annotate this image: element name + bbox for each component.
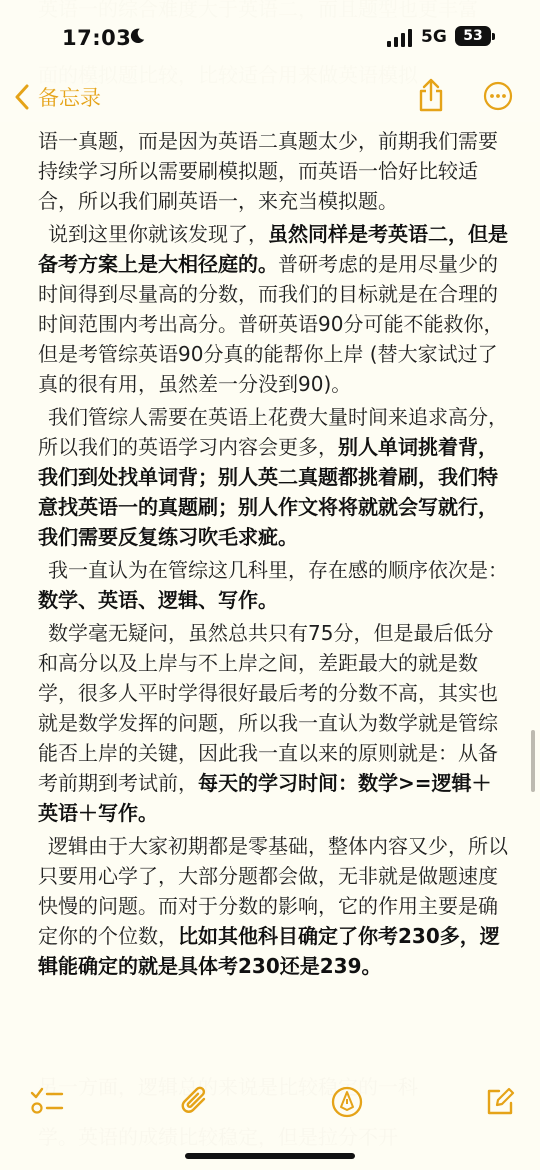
back-button[interactable] — [14, 82, 101, 112]
compose-button[interactable] — [484, 1086, 516, 1122]
nav-bar — [0, 72, 540, 122]
paragraph: 我一直认为在管综这几科里，存在感的顺序依次是：数学、英语、逻辑、写作。 — [38, 558, 508, 612]
bold-text: 虽然同样是考英语二，但是备考方案上是大相径庭的。 — [38, 222, 508, 276]
paragraph: 我们管综人需要在英语上花费大量时间来追求高分，所以我们的英语学习内容会更多，别人单词挑着背，我们到处找单词背；别人英二真题都挑着刷，我们特意找英语一的真题刷；别人作文将将就就会写就行，我们需要反复练习吹毛求疵。 — [38, 405, 508, 549]
share-button[interactable] — [418, 78, 444, 116]
network-type: 5G — [421, 27, 447, 47]
pen-circle-icon — [331, 1086, 363, 1118]
note-body[interactable] — [38, 126, 508, 984]
markup-button[interactable] — [331, 1086, 363, 1122]
status-time: 17:03 — [62, 26, 132, 50]
moon-icon — [128, 27, 146, 45]
battery-icon: 53 — [455, 26, 491, 46]
status-bar — [0, 0, 540, 72]
bold-text: 数学、英语、逻辑、写作。 — [38, 588, 278, 612]
scrollbar[interactable] — [531, 730, 535, 792]
more-button[interactable] — [483, 81, 513, 115]
paragraph: 逻辑由于大家初期都是零基础，整体内容又少，所以只要用心学了，大部分题都会做，无非就是做题速度快慢的问题。而对于分数的影响，它的作用主要是确定你的个位数，比如其他科目确定了你考230多，逻辑能确定的就是具体考230还是239。 — [38, 834, 508, 978]
attachment-button[interactable] — [180, 1086, 210, 1122]
ellipsis-circle-icon — [483, 81, 513, 111]
paragraph: 语一真题，而是因为英语二真题太少，前期我们需要持续学习所以需要刷模拟题，而英语一恰好比较适合，所以我们刷英语一，来充当模拟题。 — [38, 129, 498, 213]
chevron-left-icon — [14, 84, 30, 110]
paragraph: 说到这里你就该发现了，虽然同样是考英语二，但是备考方案上是大相径庭的。普研考虑的是用尽量少的时间得到尽量高的分数，而我们的目标就是在合理的时间范围内考出高分。普研英语90分可能不能救你，但是考管综英语90分真的能帮你上岸 (替大家试过了真的很有用，虽然差一分没到90)。 — [38, 222, 508, 396]
checklist-icon — [30, 1086, 64, 1116]
share-icon — [418, 78, 444, 112]
signal-icon — [387, 29, 413, 47]
paperclip-icon — [180, 1086, 210, 1118]
home-indicator[interactable] — [185, 1153, 355, 1159]
checklist-button[interactable] — [30, 1086, 64, 1120]
bold-text: 别人单词挑着背，我们到处找单词背；别人英二真题都挑着刷，我们特意找英语一的真题刷；别人作文将将就就会写就行，我们需要反复练习吹毛求疵。 — [38, 435, 498, 549]
paragraph: 数学毫无疑问，虽然总共只有75分，但是最后低分和高分以及上岸与不上岸之间，差距最大的就是数学，很多人平时学得很好最后考的分数不高，其实也就是数学发挥的问题，所以我一直认为数学就是管综能否上岸的关键，因此我一直以来的原则就是：从备考前期到考试前，每天的学习时间：数学>=逻辑＋英语＋写作。 — [38, 621, 498, 825]
bold-text: 比如其他科目确定了你考230多，逻辑能确定的就是具体考230还是239。 — [38, 924, 500, 978]
compose-icon — [484, 1086, 516, 1118]
bold-text: 每天的学习时间：数学>=逻辑＋英语＋写作。 — [38, 771, 492, 825]
back-label: 备忘录 — [38, 86, 101, 110]
